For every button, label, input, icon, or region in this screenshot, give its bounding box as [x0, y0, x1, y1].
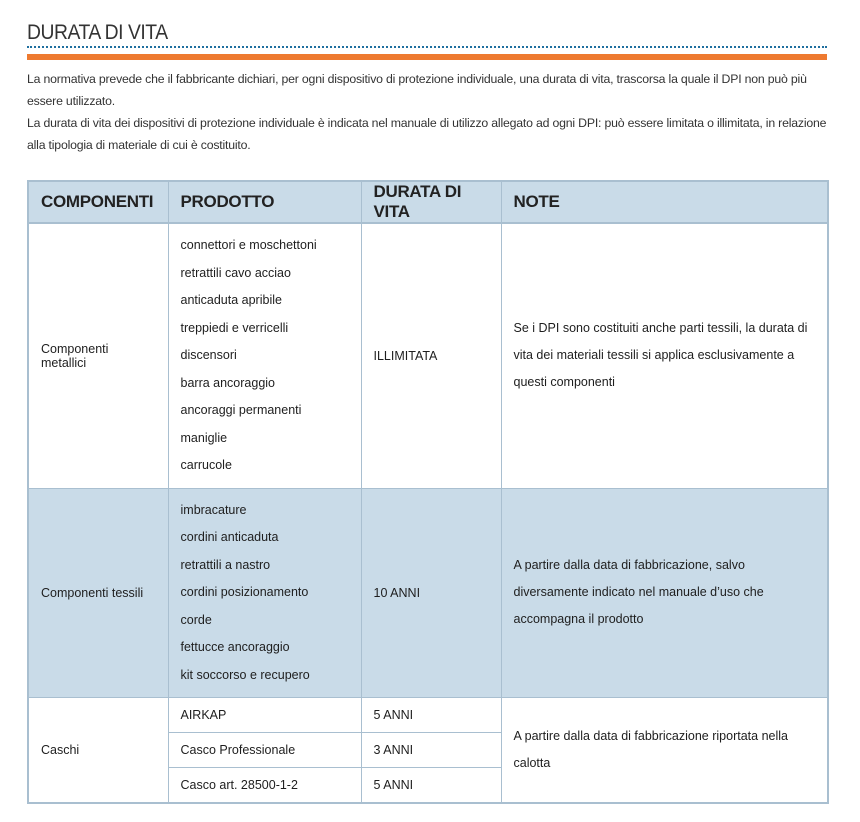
component-cell: Componenti metallici — [28, 223, 168, 488]
table-header-row — [28, 181, 828, 223]
header-note: NOTE — [501, 181, 828, 223]
table-row-metal — [28, 223, 828, 488]
duration-cell: ILLIMITATA — [361, 223, 501, 488]
product-item: discensori — [180, 348, 237, 362]
product-item: maniglie — [180, 430, 228, 445]
note-cell: Se i DPI sono costituiti anche parti tessili, la durata di vita dei materiali tessili si applica esclusivamente a questi componenti — [501, 223, 828, 488]
intro-text — [27, 68, 835, 156]
note-cell: A partire dalla data di fabbricazione, salvo diversamente indicato nel manuale d’uso che accompagna il prodotto — [501, 488, 828, 698]
intro-paragraph: La durata di vita dei dispositivi di protezione individuale è indicata nel manuale di utilizzo allegato ad ogni DPI: può essere limitata o illimitata, in relazione alla tipologia di materiale di cui è costituito. — [27, 116, 827, 152]
duration-cell: 3 ANNI — [361, 733, 501, 768]
duration-cell: 5 ANNI — [361, 768, 501, 804]
product-item: ancoraggi permanenti — [180, 403, 302, 417]
component-cell: Componenti tessili — [28, 488, 168, 698]
product-cell: AIRKAP — [168, 698, 361, 733]
product-cell: Casco Professionale — [168, 733, 361, 768]
product-item: connettori e moschettoni — [180, 238, 317, 252]
product-item: retrattili cavo acciao — [180, 265, 291, 280]
product-item: kit soccorso e recupero — [180, 667, 310, 682]
table-row-textile — [28, 488, 828, 698]
products-cell — [168, 223, 361, 488]
product-item: carrucole — [180, 458, 232, 472]
note-cell: A partire dalla data di fabbricazione riportata nella calotta — [501, 698, 828, 804]
product-item: imbracature — [180, 502, 247, 517]
header-durata: DURATA DI VITA — [361, 181, 501, 223]
header-componenti: COMPONENTI — [28, 181, 168, 223]
products-cell — [168, 488, 361, 698]
intro-paragraph: La normativa prevede che il fabbricante dichiari, per ogni dispositivo di protezione individuale, una durata di vita, trascorsa la quale il DPI non può più essere utilizzato. — [27, 72, 807, 108]
product-item: anticaduta apribile — [180, 293, 282, 307]
product-item: retrattili a nastro — [180, 557, 271, 572]
product-item: corde — [180, 612, 212, 627]
header-prodotto: PRODOTTO — [168, 181, 361, 223]
accent-bar — [27, 54, 827, 60]
page-title: DURATA DI VITA — [27, 21, 168, 44]
product-item: barra ancoraggio — [180, 375, 276, 390]
durata-table — [27, 180, 829, 804]
duration-cell: 10 ANNI — [361, 488, 501, 698]
title-dotted-rule — [27, 46, 827, 48]
product-item: cordini anticaduta — [180, 530, 279, 544]
duration-cell: 5 ANNI — [361, 698, 501, 733]
product-cell: Casco art. 28500-1-2 — [168, 768, 361, 804]
product-item: fettucce ancoraggio — [180, 640, 290, 654]
table-row-helmet — [28, 698, 828, 733]
component-cell: Caschi — [28, 698, 168, 804]
product-item: treppiedi e verricelli — [180, 320, 289, 335]
product-item: cordini posizionamento — [180, 585, 309, 599]
